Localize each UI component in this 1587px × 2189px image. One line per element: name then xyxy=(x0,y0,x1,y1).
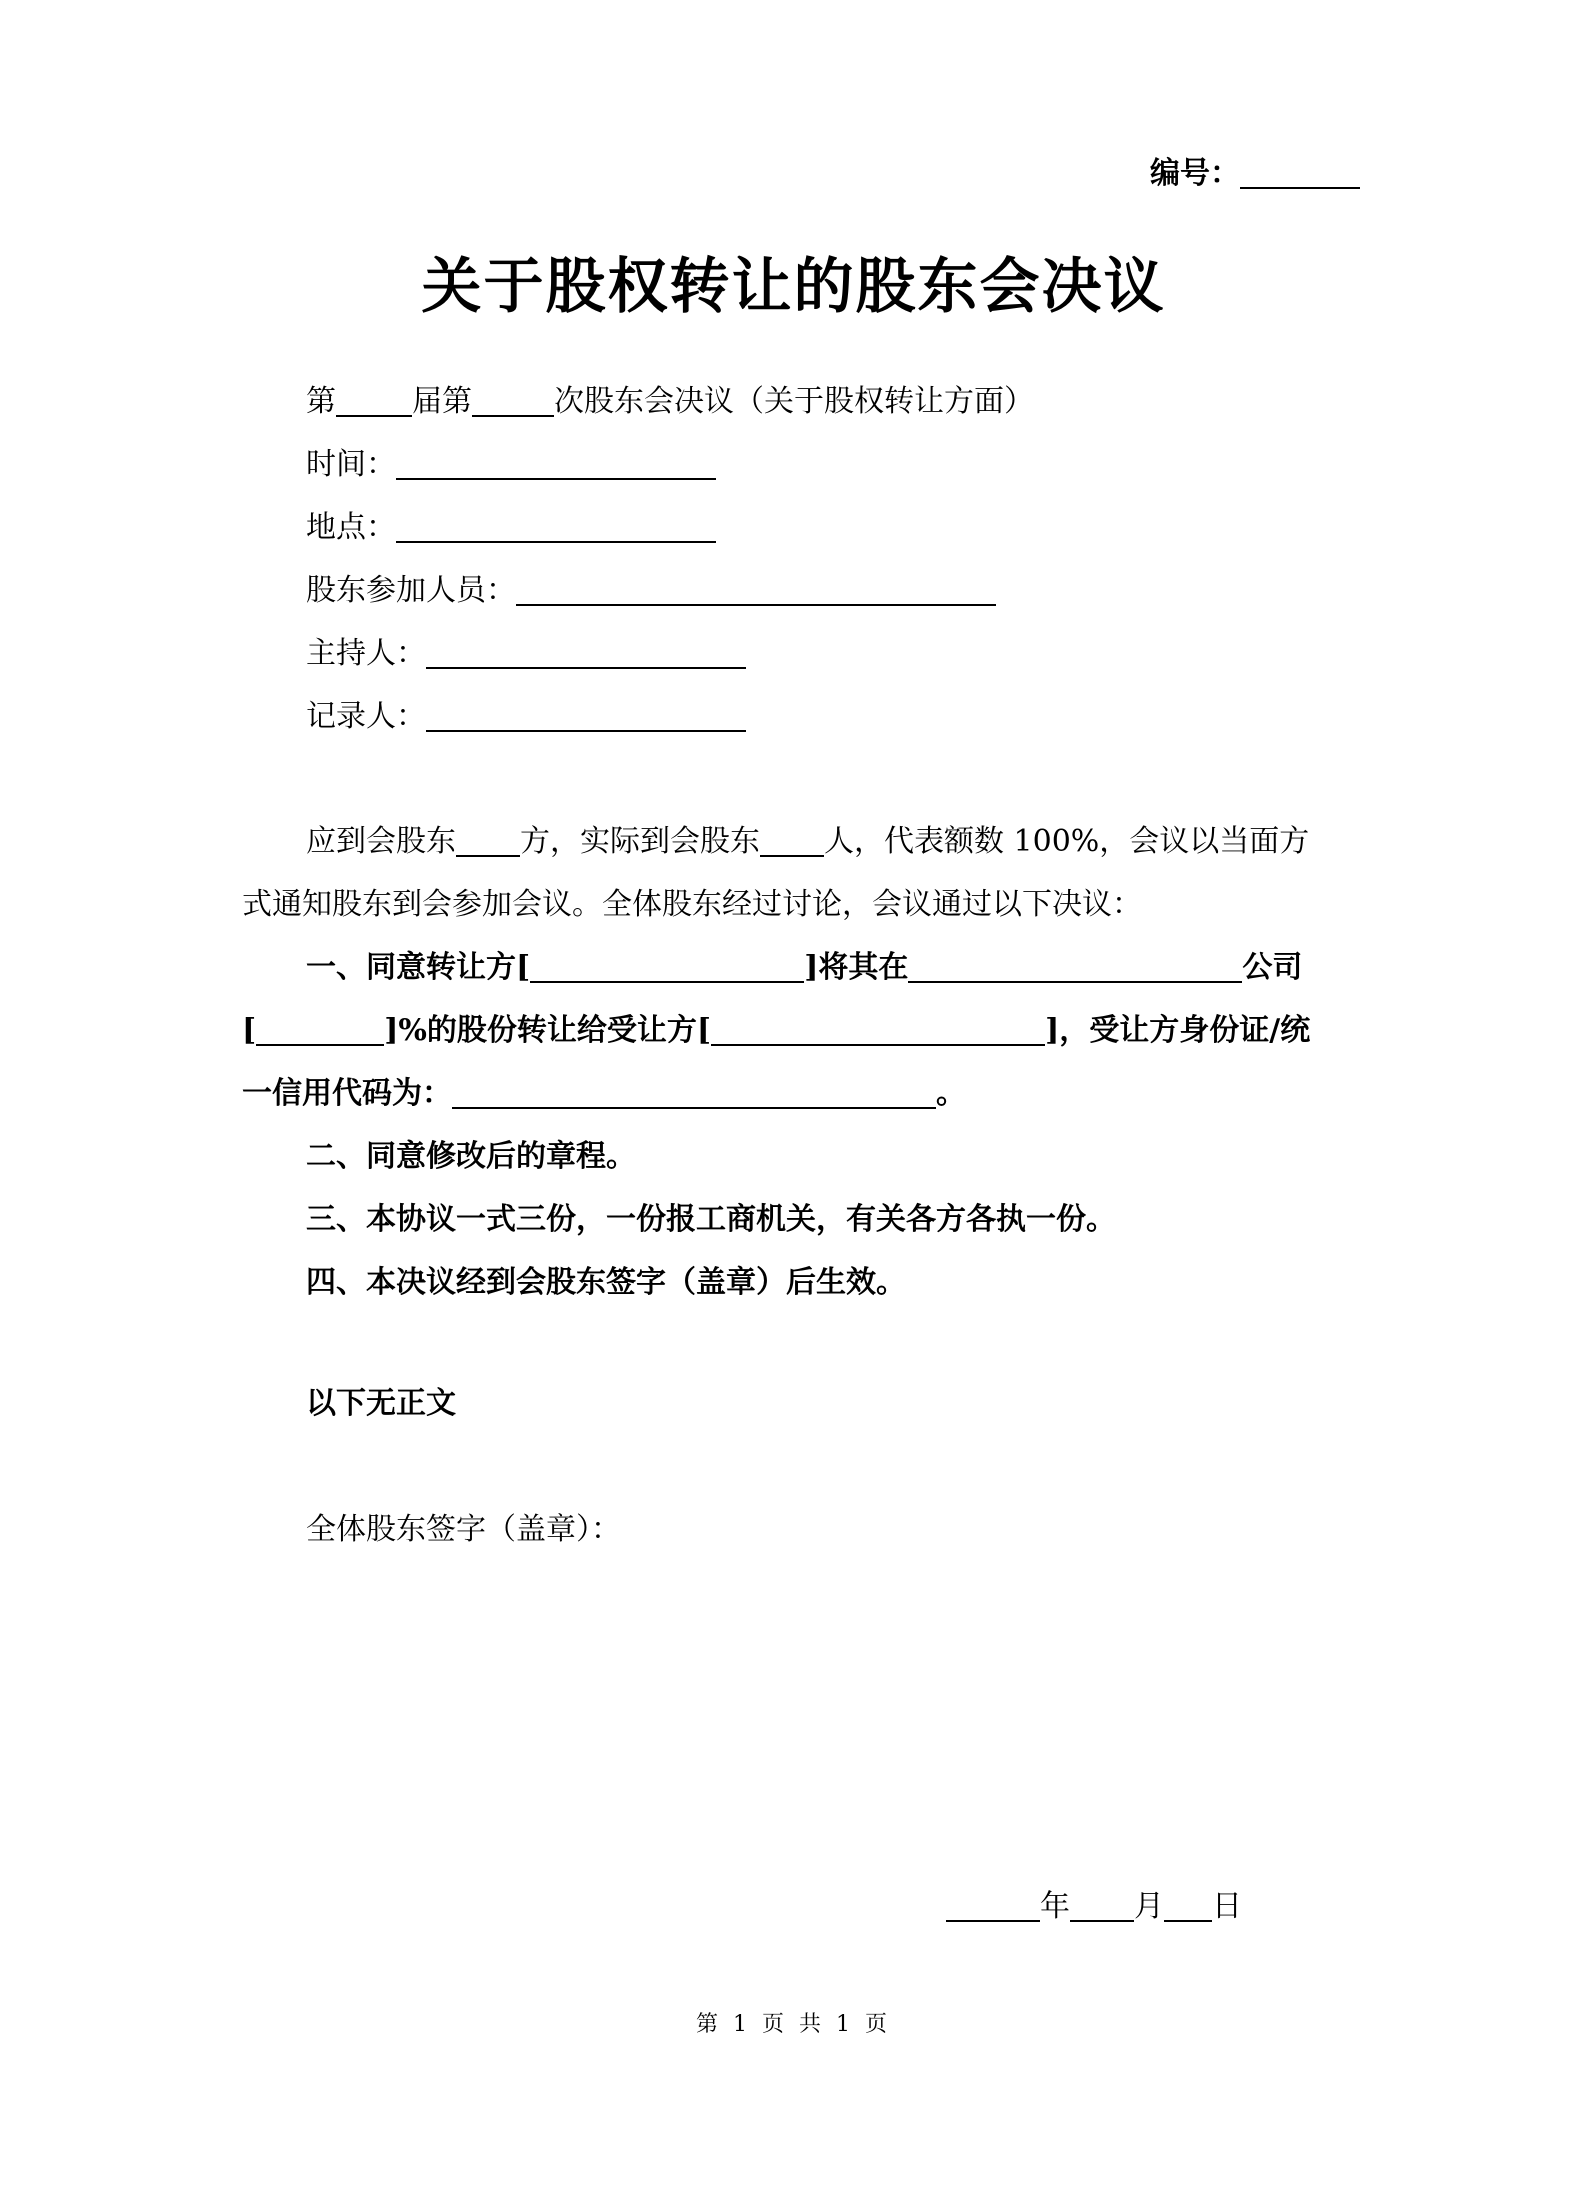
page-title: 关于股权转让的股东会决议 xyxy=(421,252,1166,322)
recorder-label: 记录人： xyxy=(306,699,426,734)
location-blank[interactable] xyxy=(396,511,716,543)
resolution-1-text-4: [ xyxy=(242,1013,257,1048)
document-number-blank[interactable] xyxy=(1240,157,1360,189)
date-line xyxy=(946,1887,1242,1927)
location-label: 地点： xyxy=(306,510,396,545)
attending-shareholders-blank[interactable] xyxy=(760,825,824,857)
shareholders-field xyxy=(306,571,996,611)
host-label: 主持人： xyxy=(306,636,426,671)
resolution-1-text-6: ]，受让方身份证/统 xyxy=(1045,1013,1311,1048)
recorder-blank[interactable] xyxy=(426,700,746,732)
share-percent-blank[interactable] xyxy=(256,1014,384,1046)
intro-text-1: 应到会股东 xyxy=(306,824,456,859)
month-blank[interactable] xyxy=(1070,1890,1134,1922)
document-number-label: 编号： xyxy=(1150,156,1240,191)
intro-text-2: 方，实际到会股东 xyxy=(520,824,760,859)
location-field xyxy=(306,508,716,548)
resolution-1-text-7: 一信用代码为： xyxy=(242,1076,452,1111)
company-blank[interactable] xyxy=(908,951,1242,983)
resolution-1-line-1 xyxy=(306,948,1302,988)
day-blank[interactable] xyxy=(1164,1890,1212,1922)
shareholders-blank[interactable] xyxy=(516,574,996,606)
transferee-blank[interactable] xyxy=(711,1014,1045,1046)
time-field xyxy=(306,445,716,485)
year-blank[interactable] xyxy=(946,1890,1040,1922)
id-code-blank[interactable] xyxy=(452,1077,936,1109)
meeting-number-blank[interactable] xyxy=(472,385,554,417)
day-label: 日 xyxy=(1212,1889,1242,1924)
host-blank[interactable] xyxy=(426,637,746,669)
shareholders-label: 股东参加人员： xyxy=(306,573,516,608)
year-label: 年 xyxy=(1040,1889,1070,1924)
resolution-4: 四、本决议经到会股东签字（盖章）后生效。 xyxy=(306,1265,906,1300)
session-line xyxy=(306,382,1034,422)
intro-line-1 xyxy=(306,822,1309,862)
session-prefix: 第 xyxy=(306,384,336,419)
session-number-blank[interactable] xyxy=(336,385,412,417)
resolution-1-text-3: 公司 xyxy=(1242,950,1303,985)
recorder-field xyxy=(306,697,746,737)
resolution-1-line-3 xyxy=(242,1074,966,1114)
session-suffix: 次股东会决议（关于股权转让方面） xyxy=(554,384,1034,419)
resolution-1-text-2: ]将其在 xyxy=(804,950,909,985)
no-more-text: 以下无正文 xyxy=(306,1386,456,1421)
host-field xyxy=(306,634,746,674)
intro-line-2: 式通知股东到会参加会议。全体股东经过讨论，会议通过以下决议： xyxy=(242,887,1142,922)
page-number: 第 1 页 共 1 页 xyxy=(696,2012,891,2037)
resolution-3: 三、本协议一式三份，一份报工商机关，有关各方各执一份。 xyxy=(306,1202,1116,1237)
expected-shareholders-blank[interactable] xyxy=(456,825,520,857)
resolution-1-line-2 xyxy=(242,1011,1310,1051)
document-number xyxy=(1150,154,1360,194)
session-word: 届第 xyxy=(412,384,472,419)
signature-label: 全体股东签字（盖章）： xyxy=(306,1512,621,1547)
time-label: 时间： xyxy=(306,447,396,482)
resolution-2: 二、同意修改后的章程。 xyxy=(306,1139,636,1174)
month-label: 月 xyxy=(1134,1889,1164,1924)
time-blank[interactable] xyxy=(396,448,716,480)
resolution-1-text-1: 一、同意转让方[ xyxy=(306,950,531,985)
resolution-1-text-8: 。 xyxy=(936,1076,966,1111)
intro-text-3: 人，代表额数 100%，会议以当面方 xyxy=(824,824,1310,859)
transferor-blank[interactable] xyxy=(530,951,804,983)
resolution-1-text-5: ]%的股份转让给受让方[ xyxy=(384,1013,712,1048)
